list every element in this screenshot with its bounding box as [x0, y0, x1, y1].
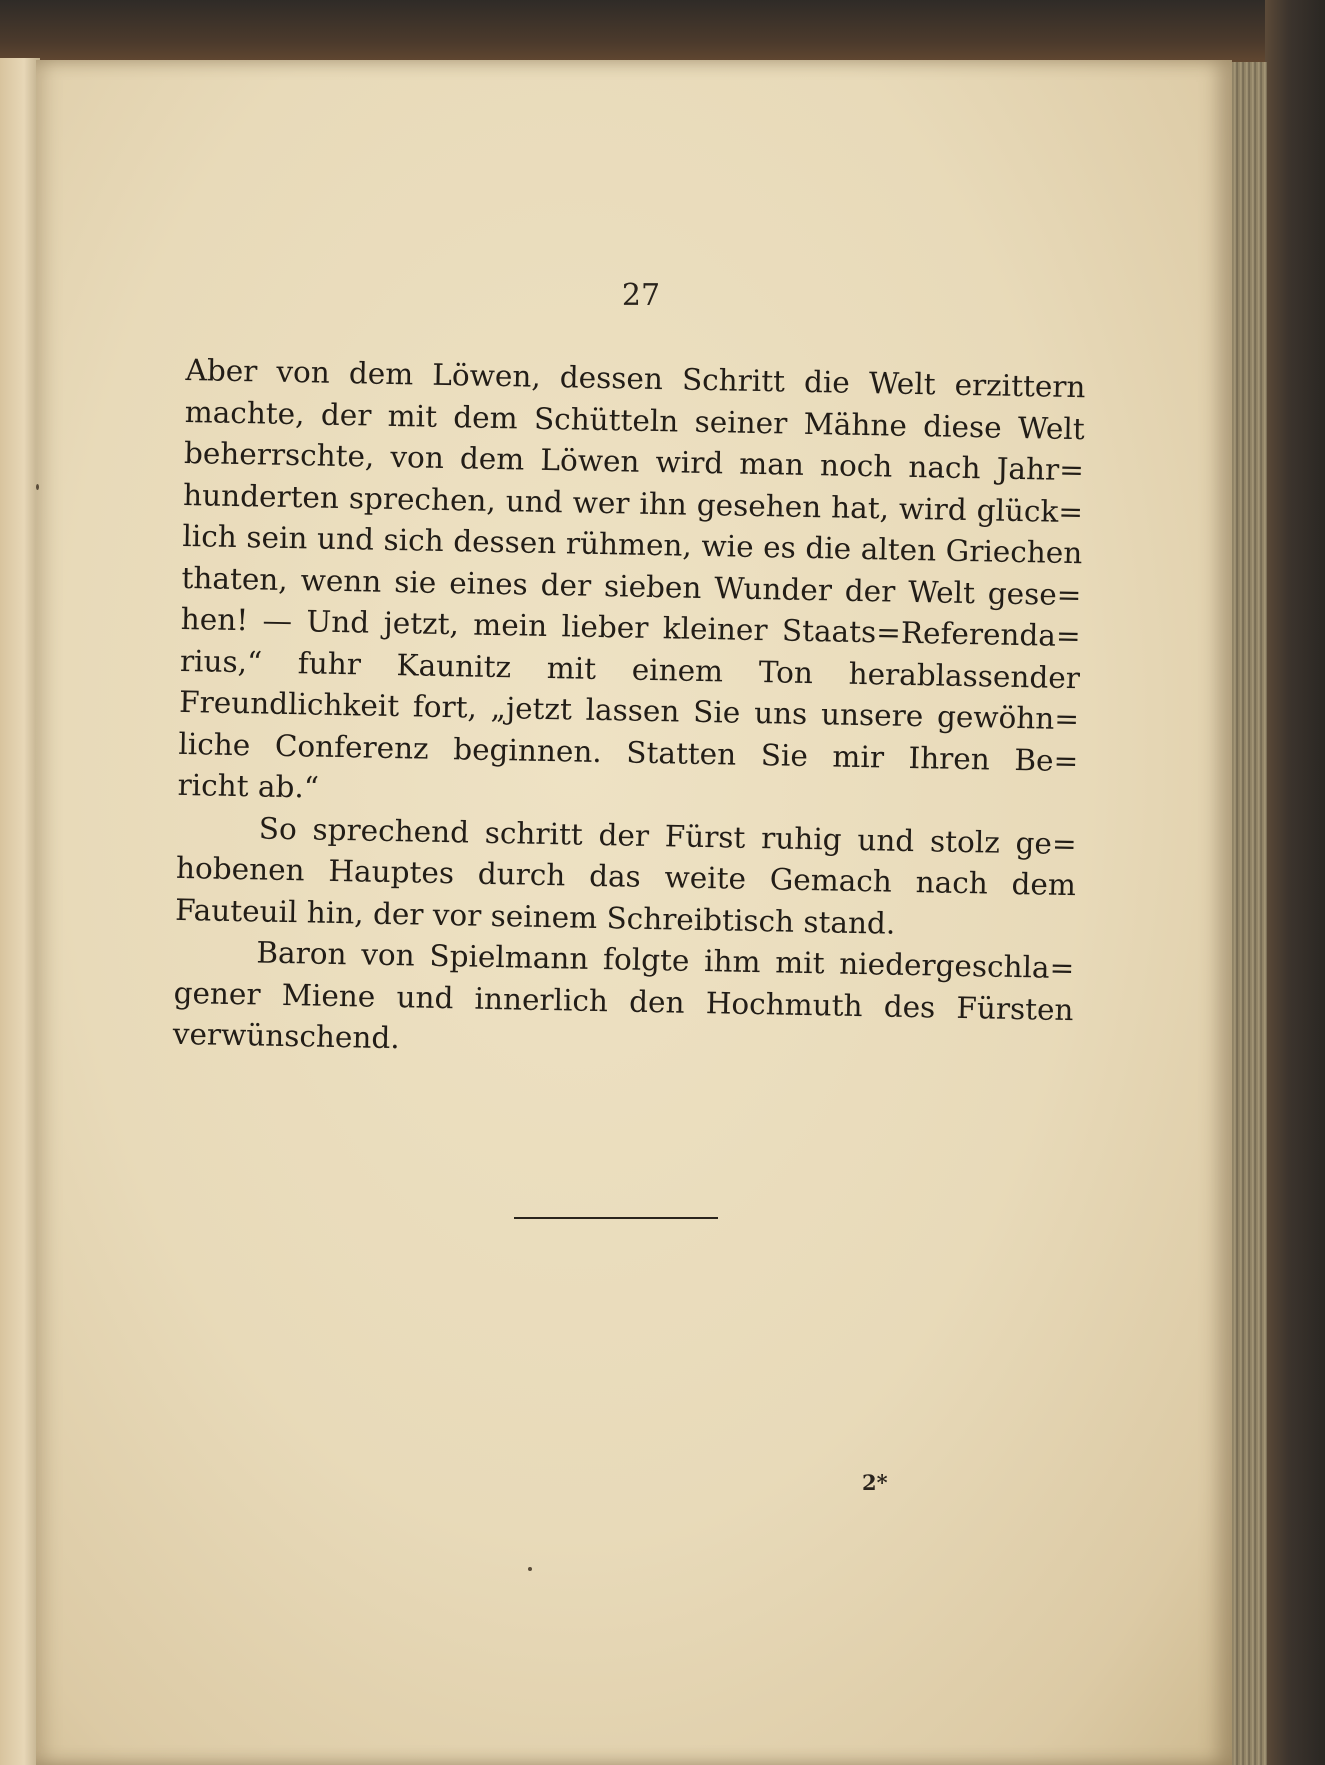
text-line: rius,“ fuhr Kaunitz mit einem Ton herablassender: [179, 643, 1081, 695]
text-line: richt ab.“: [177, 767, 320, 805]
text-line: Freundlichkeit fort, „jetzt lassen Sie uns unsere gewöhn=: [178, 684, 1080, 737]
text-line: Aber von dem Löwen, dessen Schritt die Welt erzittern: [185, 352, 1086, 405]
text-line: Fauteuil hin, der vor seinem Schreibtisch stand.: [174, 892, 896, 941]
text-line: thaten, wenn sie eines der sieben Wunder der Welt gese=: [181, 560, 1082, 612]
text-line: machte, der mit dem Schütteln seiner Mähne diese Welt: [184, 394, 1085, 446]
book-page: [36, 60, 1232, 1765]
text-line: beherrschte, von dem Löwen wird man noch nach Jahr=: [183, 435, 1085, 488]
text-line: gener Miene und innerlich den Hochmuth des Fürsten: [173, 975, 1074, 1027]
paragraph-start: So sprechend schritt der Fürst ruhig und stolz ge=: [258, 810, 1078, 861]
paper-speck: [36, 484, 39, 490]
body-text: [172, 350, 1085, 1073]
left-page-edge: [0, 58, 40, 1765]
text-line: hunderten sprechen, und wer ihn gesehen hat, wird glück=: [182, 477, 1084, 529]
text-line: hobenen Hauptes durch das weite Gemach nach dem: [175, 850, 1077, 903]
printer-signature: 2*: [862, 1470, 888, 1495]
book-cover-right: [1265, 0, 1325, 1765]
page-number: 27: [621, 278, 661, 313]
paper-speck: [528, 1567, 532, 1571]
text-line: hen! — Und jetzt, mein lieber kleiner Staats=Referenda=: [180, 601, 1081, 654]
text-line: lich sein und sich dessen rühmen, wie es die alten Griechen: [182, 518, 1083, 571]
text-line: liche Conferenz beginnen. Statten Sie mir Ihren Be=: [178, 726, 1079, 778]
paragraph-start: Baron von Spielmann folgte ihm mit niedergeschla=: [256, 935, 1075, 986]
text-line: verwünschend.: [172, 1016, 401, 1056]
section-end-rule: [514, 1217, 718, 1219]
